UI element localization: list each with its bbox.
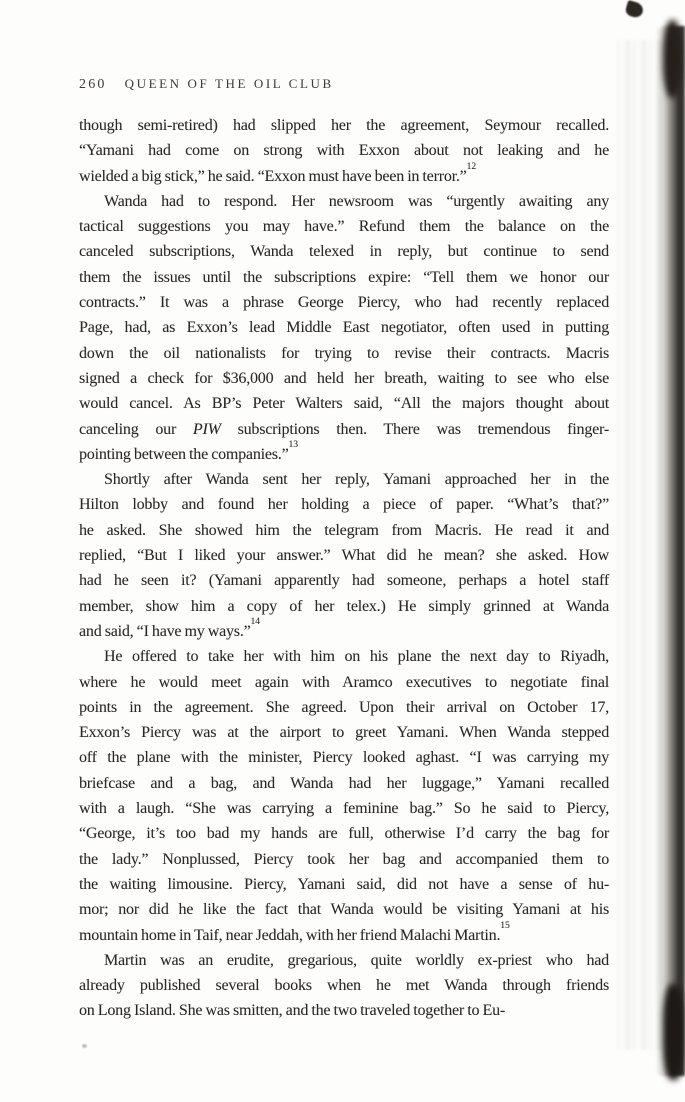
text-line: where he would meet again with Aramco executives to negotiate final <box>79 673 609 691</box>
running-head: QUEEN OF THE OIL CLUB <box>124 76 334 91</box>
endnote-ref: 12 <box>466 161 477 172</box>
text-line: though semi-retired) had slipped her the agreement, Seymour recalled. <box>79 117 609 134</box>
text-line: on Long Island. She was smitten, and the two traveled together to Eu- <box>79 1002 506 1020</box>
italic-text: PIW <box>192 420 221 438</box>
text-line: had he seen it? (Yamani apparently had someone, perhaps a hotel staff <box>79 572 609 590</box>
paragraph <box>79 189 609 467</box>
page-header <box>79 76 334 93</box>
page-number: 260 <box>79 77 107 92</box>
text-line: canceling our PIW subscriptions then. There was tremendous finger- <box>79 420 609 438</box>
text-line: briefcase and a bag, and Wanda had her luggage,” Yamani recalled <box>79 774 609 792</box>
text-line: canceled subscriptions, Wanda telexed in reply, but continue to send <box>79 243 609 261</box>
text-line: Hilton lobby and found her holding a piece of paper. “What’s that?” <box>79 496 609 514</box>
text-line: mountain home in Taif, near Jeddah, with her friend Malachi Martin.$^{15}$ <box>79 920 510 944</box>
paragraph <box>79 113 609 189</box>
text-line: He offered to take her with him on his plane the next day to Riyadh, <box>104 648 609 666</box>
text-line: Wanda had to respond. Her newsroom was “urgently awaiting any <box>104 192 609 210</box>
paragraph <box>79 948 609 1024</box>
text-line: would cancel. As BP’s Peter Walters said, “All the majors thought about <box>79 395 609 413</box>
text-line: points in the agreement. She agreed. Upon their arrival on October 17, <box>79 698 609 716</box>
text-line: Exxon’s Piercy was at the airport to greet Yamani. When Wanda stepped <box>79 724 609 742</box>
text-line: “Yamani had come on strong with Exxon about not leaking and he <box>79 142 609 160</box>
text-line: and said, “I have my ways.”$^{14}$ <box>79 617 261 640</box>
text-line: contracts.” It was a phrase George Piercy, who had recently replaced <box>79 294 609 312</box>
page-edge-shadow <box>655 26 685 1076</box>
scan-artifact-top-right <box>624 0 644 19</box>
text-line: down the oil nationalists for trying to revise their contracts. Macris <box>79 344 609 362</box>
text-line: the lady.” Nonplussed, Piercy took her bag and accompanied them to <box>79 850 609 868</box>
text-line: Page, had, as Exxon’s lead Middle East negotiator, often used in putting <box>79 319 609 337</box>
paragraph <box>79 644 609 948</box>
text-line: replied, “But I liked your answer.” What did he mean? she asked. How <box>79 547 609 565</box>
text-line: off the plane with the minister, Piercy looked aghast. “I was carrying my <box>79 749 609 767</box>
text-line: already published several books when he met Wanda through friends <box>79 977 609 995</box>
text-line: with a laugh. “She was carrying a feminine bag.” So he said to Piercy, <box>79 800 609 818</box>
scan-artifact-bottom-left <box>82 1044 87 1048</box>
endnote-ref: 13 <box>288 440 299 451</box>
endnote-ref: 14 <box>250 617 261 628</box>
text-line: he asked. She showed him the telegram from Macris. He read it and <box>79 521 609 539</box>
text-line: the waiting limousine. Piercy, Yamani said, did not have a sense of hu- <box>79 875 609 893</box>
text-line: mor; nor did he like the fact that Wanda would be visiting Yamani at his <box>79 901 609 919</box>
text-line: pointing between the companies.”$^{13}$ <box>79 440 299 463</box>
text-line: member, show him a copy of her telex.) He simply grinned at Wanda <box>79 597 609 615</box>
page-body-text <box>79 113 609 1024</box>
text-line: tactical suggestions you may have.” Refund them the balance on the <box>79 218 609 236</box>
text-line: “George, it’s too bad my hands are full, otherwise I’d carry the bag for <box>79 825 609 843</box>
text-line: them the issues until the subscriptions expire: “Tell them we honor our <box>79 268 609 286</box>
endnote-ref: 15 <box>500 920 510 931</box>
paragraph <box>79 467 609 644</box>
text-line: Shortly after Wanda sent her reply, Yamani approached her in the <box>104 471 609 489</box>
text-line: signed a check for $36,000 and held her breath, waiting to see who else <box>79 369 609 387</box>
text-line: wielded a big stick,” he said. “Exxon must have been in terror.”$^{12}$ <box>79 161 477 185</box>
text-line: Martin was an erudite, gregarious, quite worldly ex-priest who had <box>104 951 609 969</box>
